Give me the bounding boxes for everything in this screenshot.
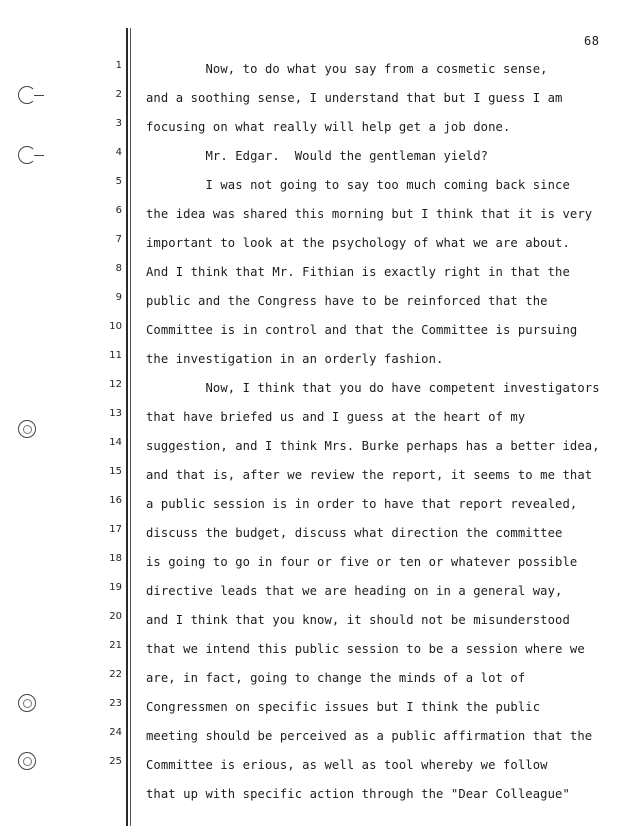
transcript-line: I was not going to say too much coming back since <box>146 178 570 192</box>
transcript-line: meeting should be perceived as a public affirmation that the <box>146 729 593 743</box>
binder-hole-icon <box>18 420 36 438</box>
line-number: 16 <box>109 495 122 506</box>
transcript-line: discuss the budget, discuss what direction the committee <box>146 526 563 540</box>
line-number: 20 <box>109 611 122 622</box>
margin-rule <box>126 28 128 826</box>
transcript-line: a public session is in order to have that report revealed, <box>146 497 578 511</box>
page-number: 68 <box>584 34 600 48</box>
transcript-line: Now, I think that you do have competent investigators <box>146 381 600 395</box>
transcript-line: Committee is erious, as well as tool whereby we follow <box>146 758 548 772</box>
line-number: 2 <box>115 89 122 100</box>
transcript-line: and I think that you know, it should not be misunderstood <box>146 613 570 627</box>
margin-rule-inner <box>130 28 131 826</box>
line-number: 5 <box>115 176 122 187</box>
transcript-line: that we intend this public session to be a session where we <box>146 642 585 656</box>
line-number: 15 <box>109 466 122 477</box>
transcript-line: directive leads that we are heading on in a general way, <box>146 584 563 598</box>
line-number: 7 <box>115 234 122 245</box>
line-number: 3 <box>115 118 122 129</box>
transcript-line: the idea was shared this morning but I think that it is very <box>146 207 593 221</box>
transcript-line: Mr. Edgar. Would the gentleman yield? <box>146 149 489 163</box>
line-number: 21 <box>109 640 122 651</box>
line-number: 25 <box>109 756 122 767</box>
transcript-line: Now, to do what you say from a cosmetic sense, <box>146 62 548 76</box>
transcript-line: and a soothing sense, I understand that but I guess I am <box>146 91 563 105</box>
line-number: 17 <box>109 524 122 535</box>
transcript-line: the investigation in an orderly fashion. <box>146 352 444 366</box>
transcript-line: and that is, after we review the report, it seems to me that <box>146 468 593 482</box>
transcript-line: that up with specific action through the "Dear Colleague" <box>146 787 570 801</box>
transcript-line: important to look at the psychology of what we are about. <box>146 236 570 250</box>
line-number: 9 <box>115 292 122 303</box>
line-number: 23 <box>109 698 122 709</box>
binder-hole-icon <box>18 694 36 712</box>
binder-hole-icon <box>18 752 36 770</box>
binder-hole-mark <box>34 155 44 156</box>
line-number: 11 <box>109 350 122 361</box>
line-number: 1 <box>115 60 122 71</box>
transcript-line: that have briefed us and I guess at the heart of my <box>146 410 526 424</box>
line-number: 24 <box>109 727 122 738</box>
transcript-line: suggestion, and I think Mrs. Burke perhaps has a better idea, <box>146 439 600 453</box>
line-number: 10 <box>109 321 122 332</box>
line-number: 19 <box>109 582 122 593</box>
line-number: 8 <box>115 263 122 274</box>
line-number: 6 <box>115 205 122 216</box>
line-number: 22 <box>109 669 122 680</box>
transcript-line: are, in fact, going to change the minds of a lot of <box>146 671 526 685</box>
transcript-line: is going to go in four or five or ten or whatever possible <box>146 555 578 569</box>
line-number: 13 <box>109 408 122 419</box>
transcript-line: And I think that Mr. Fithian is exactly right in that the <box>146 265 570 279</box>
line-number: 18 <box>109 553 122 564</box>
line-number: 4 <box>115 147 122 158</box>
transcript-line: Congressmen on specific issues but I think the public <box>146 700 541 714</box>
transcript-line: focusing on what really will help get a job done. <box>146 120 511 134</box>
line-number: 12 <box>109 379 122 390</box>
transcript-line: Committee is in control and that the Committee is pursuing <box>146 323 578 337</box>
binder-hole-mark <box>34 95 44 96</box>
transcript-line: public and the Congress have to be reinforced that the <box>146 294 548 308</box>
line-number: 14 <box>109 437 122 448</box>
